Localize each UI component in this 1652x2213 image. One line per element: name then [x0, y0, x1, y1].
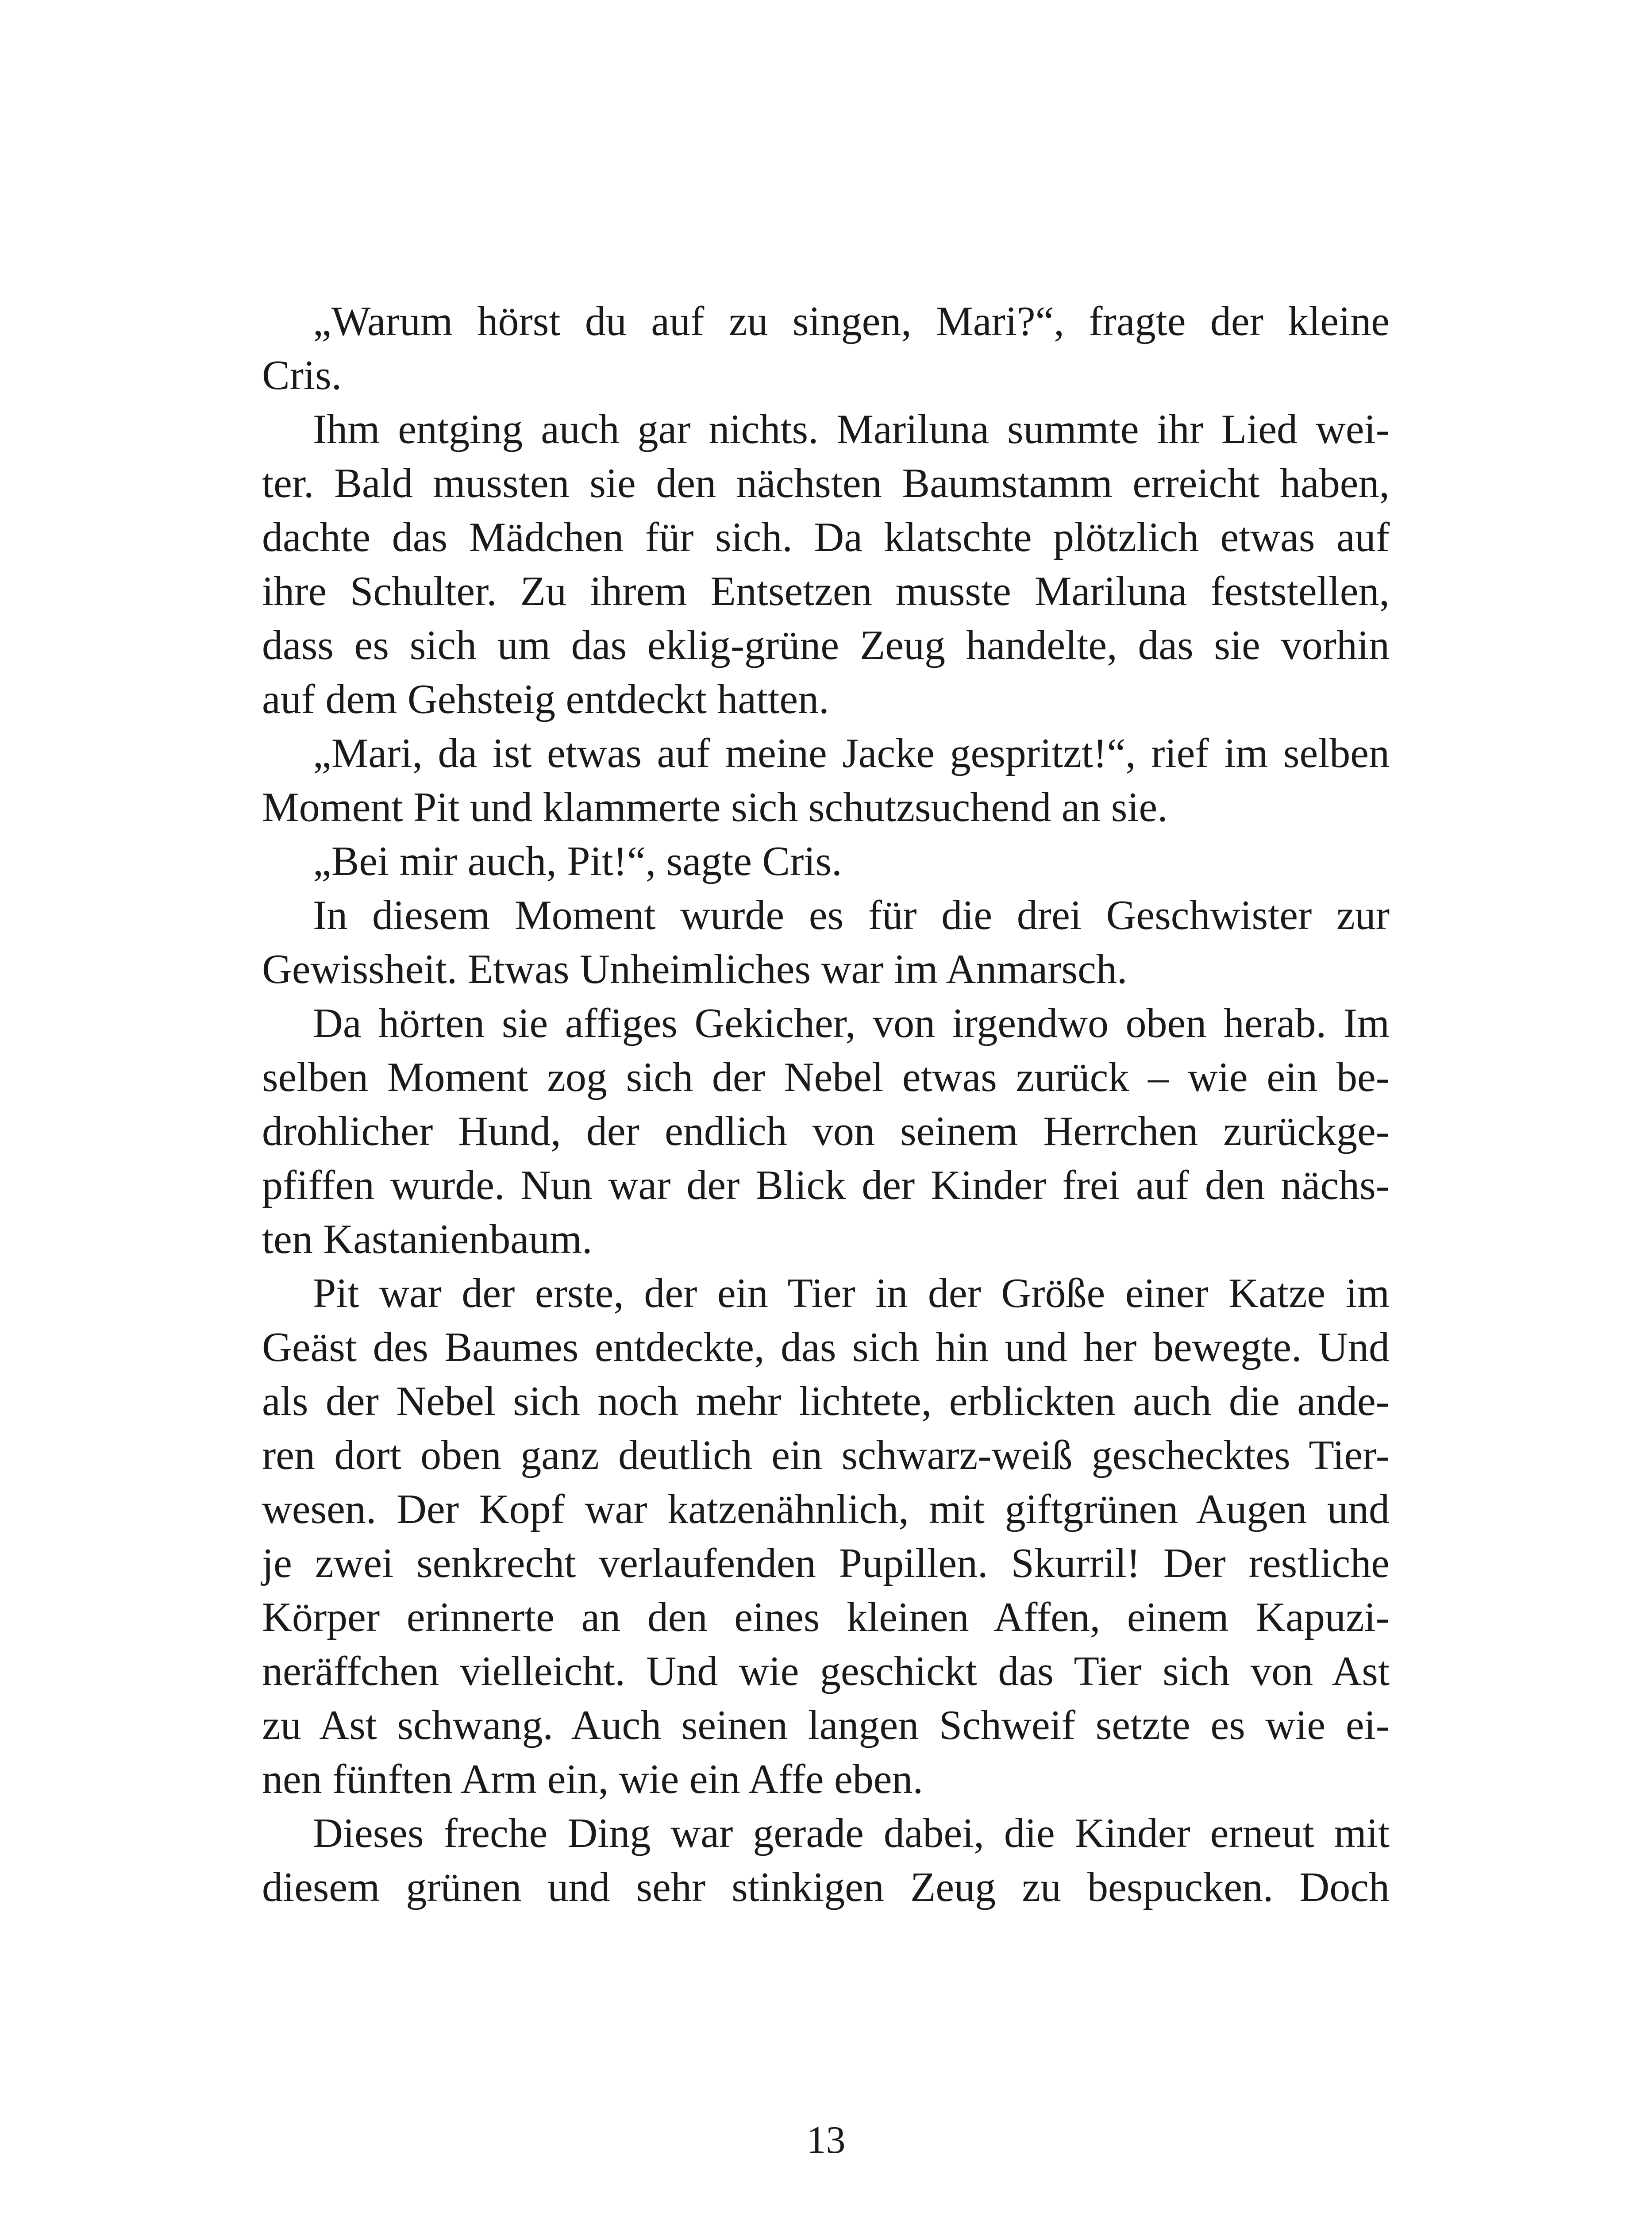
text-line: ten Kastanienbaum.: [262, 1216, 593, 1262]
text-line: je zwei senkrecht verlaufenden Pupillen. Skurril! Der restliche: [262, 1540, 1390, 1586]
text-line: Cris.: [262, 352, 342, 398]
text-line: pfiffen wurde. Nun war der Blick der Kinder frei auf den nächs-: [262, 1162, 1390, 1208]
text-line: Dieses freche Ding war gerade dabei, die Kinder erneut mit: [313, 1810, 1390, 1856]
page-number: 13: [806, 2119, 846, 2162]
text-line: drohlicher Hund, der endlich von seinem Herrchen zurückge-: [262, 1108, 1390, 1154]
text-line: dass es sich um das eklig-grüne Zeug handelte, das sie vorhin: [262, 622, 1390, 668]
text-line: „Bei mir auch, Pit!“, sagte Cris.: [313, 838, 842, 884]
text-line: ihre Schulter. Zu ihrem Entsetzen musste Mariluna feststellen,: [262, 568, 1390, 614]
text-line: Pit war der erste, der ein Tier in der Größe einer Katze im: [313, 1270, 1390, 1316]
body-text: [262, 294, 1390, 1914]
text-line: Ihm entging auch gar nichts. Mariluna summte ihr Lied wei-: [313, 406, 1390, 452]
text-line: „Mari, da ist etwas auf meine Jacke gespritzt!“, rief im selben: [313, 730, 1390, 776]
text-line: wesen. Der Kopf war katzenähnlich, mit giftgrünen Augen und: [262, 1486, 1390, 1532]
text-line: neräffchen vielleicht. Und wie geschickt das Tier sich von Ast: [262, 1648, 1390, 1694]
text-line: nen fünften Arm ein, wie ein Affe eben.: [262, 1756, 923, 1802]
text-line: In diesem Moment wurde es für die drei Geschwister zur: [313, 892, 1390, 938]
text-line: Körper erinnerte an den eines kleinen Affen, einem Kapuzi-: [262, 1594, 1390, 1640]
text-line: Da hörten sie affiges Gekicher, von irgendwo oben herab. Im: [313, 1000, 1390, 1046]
text-line: Moment Pit und klammerte sich schutzsuchend an sie.: [262, 784, 1168, 830]
text-line: diesem grünen und sehr stinkigen Zeug zu bespucken. Doch: [262, 1864, 1390, 1910]
text-line: zu Ast schwang. Auch seinen langen Schweif setzte es wie ei-: [262, 1702, 1390, 1748]
text-line: dachte das Mädchen für sich. Da klatschte plötzlich etwas auf: [262, 514, 1390, 560]
text-line: ter. Bald mussten sie den nächsten Baumstamm erreicht haben,: [262, 460, 1390, 506]
text-line: „Warum hörst du auf zu singen, Mari?“, fragte der kleine: [313, 298, 1390, 344]
text-line: als der Nebel sich noch mehr lichtete, erblickten auch die ande-: [262, 1378, 1390, 1424]
text-line: selben Moment zog sich der Nebel etwas zurück – wie ein be-: [262, 1054, 1390, 1100]
text-line: auf dem Gehsteig entdeckt hatten.: [262, 676, 829, 722]
text-line: Geäst des Baumes entdeckte, das sich hin und her bewegte. Und: [262, 1324, 1390, 1370]
text-line: ren dort oben ganz deutlich ein schwarz-weiß geschecktes Tier-: [262, 1432, 1390, 1478]
text-line: Gewissheit. Etwas Unheimliches war im Anmarsch.: [262, 946, 1128, 992]
